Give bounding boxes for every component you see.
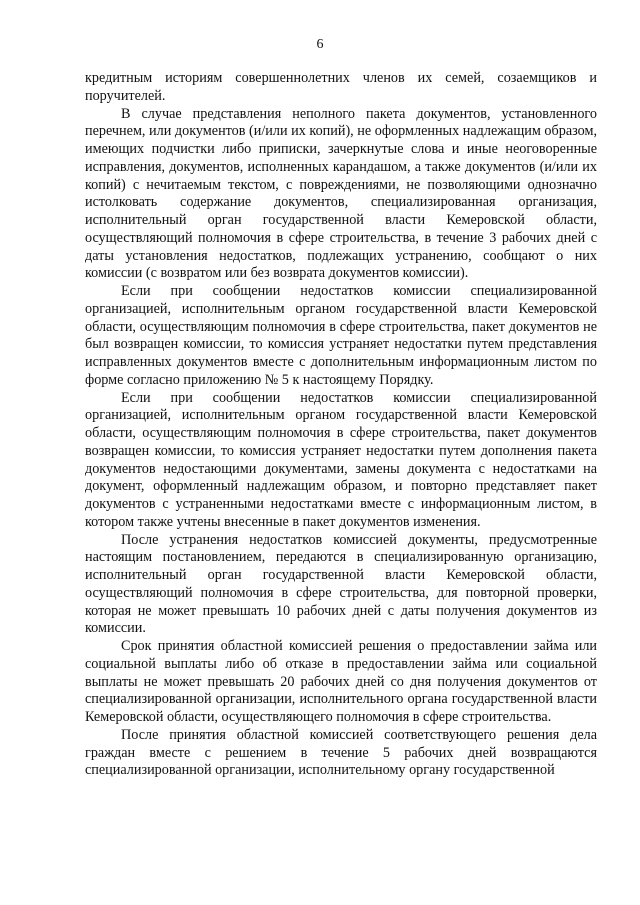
- paragraph-1: кредитным историям совершеннолетних членов их семей, созаемщиков и поручителей.: [85, 70, 597, 104]
- document-body: [85, 70, 597, 780]
- paragraph-4: Если при сообщении недостатков комиссии специализированной организацией, исполнительным органом государственной власти Кемеровской области, осуществляющим полномочия в сфере строительства, пакет документов возвращен комиссии, то комиссия устраняет недостатки путем дополнения пакета документов недостающими документами, замены документа с недостатками на документ, оформленный надлежащим образом, и повторно представляет пакет документов с устраненными недостатками вместе с информационным листом, в котором также учтены внесенные в пакет документов изменения.: [85, 389, 597, 530]
- paragraph-7: После принятия областной комиссией соответствующего решения дела граждан вместе с решением в течение 5 рабочих дней возвращаются специализированной организации, исполнительному органу государственной: [85, 726, 597, 779]
- page-number: 6: [316, 37, 324, 52]
- paragraph-5: После устранения недостатков комиссией документы, предусмотренные настоящим постановлением, передаются в специализированную организацию, исполнительный орган государственной власти Кемеровской области, осуществляющий полномочия в сфере строительства, для повторной проверки, которая не может превышать 10 рабочих дней с даты получения документов из комиссии.: [85, 531, 597, 637]
- paragraph-6: Срок принятия областной комиссией решения о предоставлении займа или социальной выплаты либо об отказе в предоставлении займа или социальной выплаты не может превышать 20 рабочих дней со дня получения документов от специализированной организации, исполнительного органа государственной власти Кемеровской области, осуществляющего полномочия в сфере строительства.: [85, 638, 597, 725]
- paragraph-3: Если при сообщении недостатков комиссии специализированной организацией, исполнительным органом государственной власти Кемеровской области, осуществляющим полномочия в сфере строительства, пакет документов не был возвращен комиссии, то комиссия устраняет недостатки путем представления исправленных документов вместе с дополнительным информационным листом по форме согласно приложению № 5 к настоящему Порядку.: [85, 283, 597, 388]
- paragraph-2: В случае представления неполного пакета документов, установленного перечнем, или документов (и/или их копий), не оформленных надлежащим образом, имеющих подчистки либо приписки, зачеркнутые слова и иные неоговоренные исправления, документов, исполненных карандашом, а также документов (и/или их копий) с нечитаемым текстом, с повреждениями, не позволяющими однозначно истолковать содержание документов, специализированная организация, исполнительный орган государственной власти Кемеровской области, осуществляющий полномочия в сфере строительства, в течение 3 рабочих дней с даты установления недостатков, подлежащих устранению, сообщают о них комиссии (с возвратом или без возврата документов комиссии).: [85, 105, 597, 282]
